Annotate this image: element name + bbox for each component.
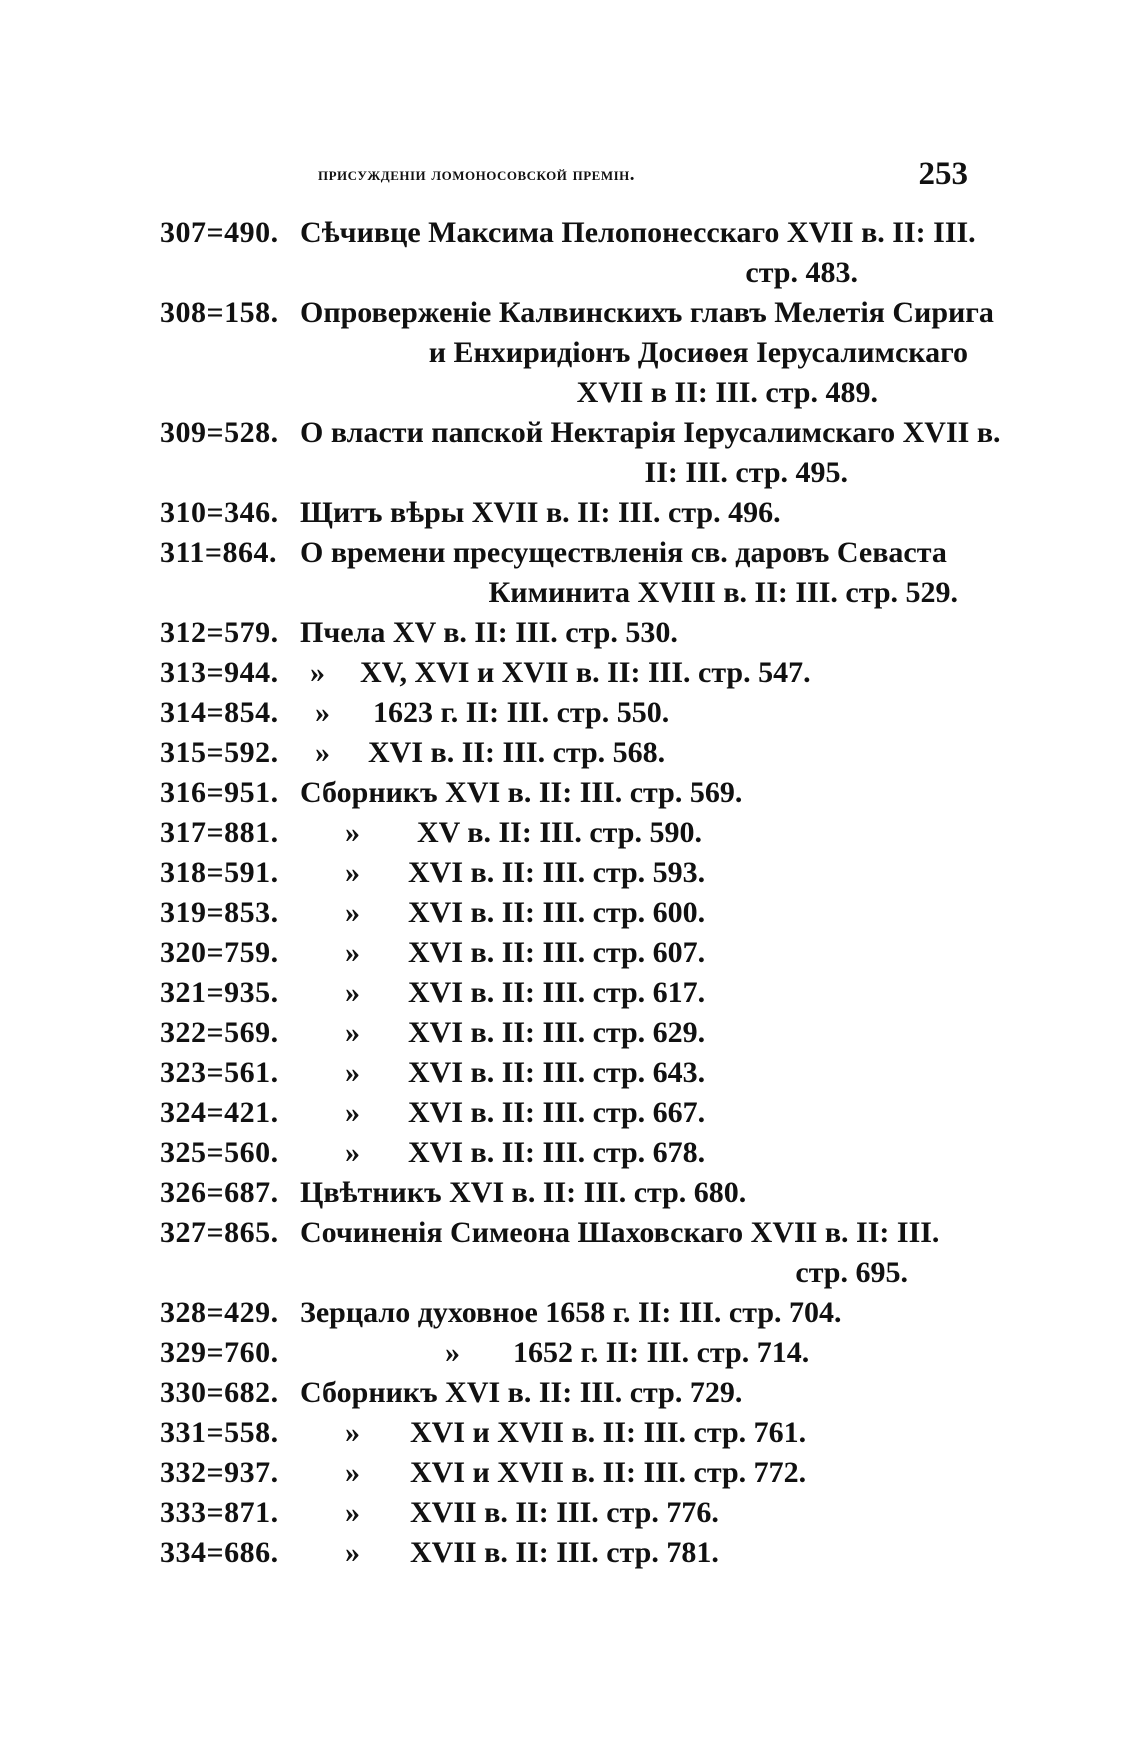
entry-text: Сочиненія Симеона Шаховскаго XVII в. II: III. [300, 1216, 940, 1249]
entry-text: Цвѣтникъ XVI в. II: III. стр. 680. [300, 1176, 747, 1209]
catalog-entry [160, 493, 968, 533]
entry-number: 329=760. [160, 1336, 279, 1369]
entry-number: 316=951. [160, 776, 279, 809]
entry-text: XVI в. II: III. стр. 667. [408, 1096, 706, 1129]
entry-number: 315=592. [160, 736, 279, 769]
catalog-entry [160, 213, 976, 293]
catalog-entry [160, 773, 968, 813]
entry-text: XVII в. II: III. стр. 776. [410, 1496, 719, 1529]
catalog-entry [160, 1333, 968, 1373]
entry-number: 327=865. [160, 1216, 279, 1249]
entry-number: 324=421. [160, 1096, 279, 1129]
catalog-entry [160, 293, 994, 413]
catalog-entry [160, 1013, 968, 1053]
entry-number: 310=346. [160, 496, 279, 529]
ditto-mark: » [345, 1056, 360, 1089]
entry-text: XVI в. II: III. стр. 643. [408, 1056, 706, 1089]
entry-text: XVI в. II: III. стр. 629. [408, 1016, 706, 1049]
entry-number: 322=569. [160, 1016, 279, 1049]
entry-text: XVI и XVII в. II: III. стр. 761. [410, 1416, 807, 1449]
entry-number: 321=935. [160, 976, 279, 1009]
ditto-mark: » [345, 1136, 360, 1169]
entry-number: 334=686. [160, 1536, 279, 1569]
catalog-entry [160, 1533, 968, 1573]
entry-number: 328=429. [160, 1296, 279, 1329]
entry-number: 312=579. [160, 616, 279, 649]
catalog-entry [160, 1413, 968, 1453]
ditto-mark: » [315, 696, 330, 729]
ditto-mark: » [315, 736, 330, 769]
ditto-mark: » [310, 656, 325, 689]
catalog-entry [160, 893, 968, 933]
entry-number: 325=560. [160, 1136, 279, 1169]
entry-text: XVI в. II: III. стр. 678. [408, 1136, 706, 1169]
catalog-entry [160, 813, 968, 853]
catalog-entry [160, 853, 968, 893]
entry-text: Сѣчивце Максима Пелопонесскаго XVII в. II: III. [300, 216, 976, 249]
catalog-entry [160, 1093, 968, 1133]
entry-text: Сборникъ XVI в. II: III. стр. 569. [300, 776, 743, 809]
ditto-mark: » [345, 1456, 360, 1489]
entry-number: 319=853. [160, 896, 279, 929]
catalog-entry [160, 613, 968, 653]
running-title: присужденіи ломоносовской премін. [318, 164, 636, 185]
entry-text: Сборникъ XVI в. II: III. стр. 729. [300, 1376, 743, 1409]
entry-continuation: Киминита XVIII в. II: III. стр. 529. [488, 576, 958, 609]
page-number: 253 [918, 156, 968, 192]
ditto-mark: » [345, 1096, 360, 1129]
entry-number: 308=158. [160, 296, 279, 329]
entry-text: 1623 г. II: III. стр. 550. [373, 696, 670, 729]
entry-number: 313=944. [160, 656, 279, 689]
ditto-mark: » [345, 936, 360, 969]
entry-number: 311=864. [160, 536, 277, 569]
entry-text: XVII в. II: III. стр. 781. [410, 1536, 719, 1569]
ditto-mark: » [345, 896, 360, 929]
entry-number: 314=854. [160, 696, 279, 729]
catalog-entry [160, 1453, 968, 1493]
entry-text: Щитъ вѣры XVII в. II: III. стр. 496. [300, 496, 781, 529]
entry-continuation: II: III. стр. 495. [644, 456, 848, 489]
entry-text: О власти папской Нектарія Іерусалимскаго XVII в. [300, 416, 1001, 449]
entry-text: О времени пресуществленія св. даровъ Севаста [300, 536, 947, 569]
catalog-entry [160, 1053, 968, 1093]
entry-continuation: стр. 695. [795, 1256, 908, 1289]
entry-continuation: и Енхиридіонъ Досиѳея Іерусалимскаго [428, 336, 968, 369]
catalog-entry [160, 1173, 968, 1213]
ditto-mark: » [345, 1536, 360, 1569]
entry-text: Зерцало духовное 1658 г. II: III. стр. 704. [300, 1296, 842, 1329]
ditto-mark: » [345, 976, 360, 1009]
entry-text: 1652 г. II: III. стр. 714. [513, 1336, 810, 1369]
entry-text: XV в. II: III. стр. 590. [417, 816, 702, 849]
catalog-entry [160, 1213, 968, 1293]
catalog-entry [160, 973, 968, 1013]
entry-text: XVI в. II: III. стр. 617. [408, 976, 706, 1009]
ditto-mark: » [345, 856, 360, 889]
entry-text: Опроверженіе Калвинскихъ главъ Мелетія Сирига [300, 296, 994, 329]
catalog-entry [160, 1133, 968, 1173]
catalog-entry [160, 693, 968, 733]
entry-text: XVI в. II: III. стр. 568. [368, 736, 666, 769]
entry-number: 309=528. [160, 416, 279, 449]
page-header [160, 150, 968, 194]
catalog-entry [160, 733, 968, 773]
catalog-entry [160, 1373, 968, 1413]
catalog-entry [160, 1493, 968, 1533]
entry-text: XVI в. II: III. стр. 607. [408, 936, 706, 969]
entry-number: 326=687. [160, 1176, 279, 1209]
ditto-mark: » [345, 1016, 360, 1049]
catalog-entry [160, 533, 968, 613]
ditto-mark: » [445, 1336, 460, 1369]
ditto-mark: » [345, 1416, 360, 1449]
catalog-entry [160, 1293, 968, 1333]
ditto-mark: » [345, 816, 360, 849]
entry-number: 320=759. [160, 936, 279, 969]
entry-number: 332=937. [160, 1456, 279, 1489]
entry-number: 317=881. [160, 816, 279, 849]
entry-number: 323=561. [160, 1056, 279, 1089]
catalog-entries [160, 213, 1001, 1573]
entry-number: 307=490. [160, 216, 279, 249]
entry-number: 318=591. [160, 856, 279, 889]
entry-number: 330=682. [160, 1376, 279, 1409]
entry-number: 331=558. [160, 1416, 279, 1449]
catalog-entry [160, 933, 968, 973]
catalog-entry [160, 413, 1001, 493]
entry-text: XVI и XVII в. II: III. стр. 772. [410, 1456, 807, 1489]
entry-text: XVI в. II: III. стр. 593. [408, 856, 706, 889]
ditto-mark: » [345, 1496, 360, 1529]
entry-text: Пчела XV в. II: III. стр. 530. [300, 616, 678, 649]
entry-continuation: стр. 483. [745, 256, 858, 289]
entry-number: 333=871. [160, 1496, 279, 1529]
entry-text: XV, XVI и XVII в. II: III. стр. 547. [360, 656, 811, 689]
catalog-entry [160, 653, 968, 693]
entry-text: XVI в. II: III. стр. 600. [408, 896, 706, 929]
entry-continuation: XVII в II: III. стр. 489. [576, 376, 878, 409]
